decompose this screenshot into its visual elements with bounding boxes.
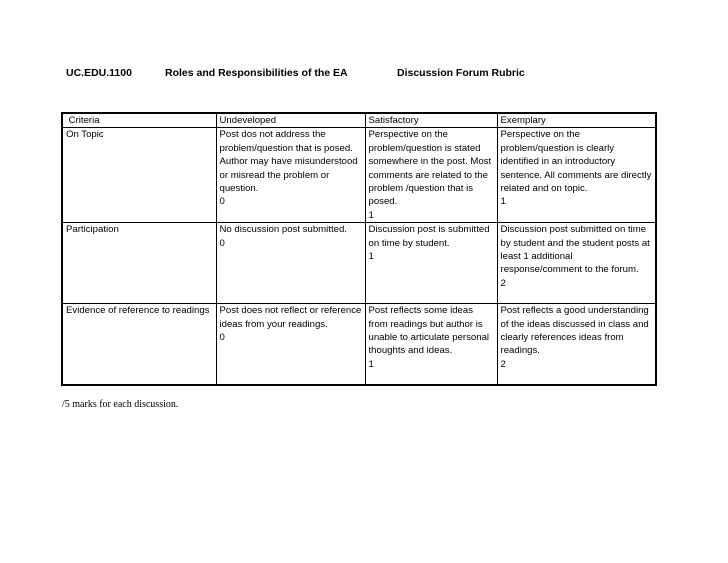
column-header-exemplary: Exemplary [497, 113, 656, 128]
column-header-undeveloped: Undeveloped [216, 113, 365, 128]
exemplary-cell [497, 304, 656, 385]
course-code: UC.EDU.1100 [66, 67, 132, 79]
course-title: Roles and Responsibilities of the EA [165, 67, 348, 79]
descriptor-text: Post reflects some ideas from readings but author is unable to articulate personal thoughts and ideas. [368, 305, 490, 357]
satisfactory-cell [365, 304, 497, 385]
score-value: 2 [500, 277, 506, 289]
exemplary-cell [497, 223, 656, 304]
column-header-criteria: Criteria [62, 113, 216, 128]
score-value: 0 [219, 237, 225, 249]
score-value: 1 [368, 251, 374, 263]
exemplary-cell [497, 128, 656, 223]
rubric-row-participation [62, 223, 656, 304]
descriptor-text: Discussion post submitted on time by student and the student posts at least 1 additional response/comment to the forum. [500, 224, 650, 276]
descriptor-text: Perspective on the problem/question is clearly identified in an introductory sentence. All comments are directly related and on topic. [500, 129, 652, 195]
column-header-satisfactory: Satisfactory [365, 113, 497, 128]
score-value: 2 [500, 358, 506, 370]
rubric-table [61, 112, 657, 386]
score-value: 0 [219, 332, 225, 344]
score-value: 0 [219, 196, 225, 208]
descriptor-text: Discussion post is submitted on time by student. [368, 224, 490, 249]
document-title: Discussion Forum Rubric [397, 67, 525, 79]
descriptor-text: Post dos not address the problem/question that is posed. Author may have misunderstood or misread the problem or question. [219, 129, 358, 195]
marks-footnote: /5 marks for each discussion. [62, 399, 179, 410]
descriptor-text: Post does not reflect or reference ideas from your readings. [219, 305, 362, 330]
satisfactory-cell [365, 128, 497, 223]
rubric-header-row [62, 113, 656, 128]
score-value: 1 [368, 209, 374, 221]
rubric-row-evidence [62, 304, 656, 385]
descriptor-text: Post reflects a good understanding of the ideas discussed in class and clearly references ideas from readings. [500, 305, 649, 357]
undeveloped-cell [216, 223, 365, 304]
criterion-cell: On Topic [62, 128, 216, 223]
satisfactory-cell [365, 223, 497, 304]
criterion-cell: Participation [62, 223, 216, 304]
descriptor-text: Perspective on the problem/question is stated somewhere in the post. Most comments are related to the problem /question that is posed. [368, 129, 492, 208]
rubric-row-on-topic [62, 128, 656, 223]
undeveloped-cell [216, 304, 365, 385]
descriptor-text: No discussion post submitted. [219, 224, 347, 236]
score-value: 1 [500, 196, 506, 208]
score-value: 1 [368, 358, 374, 370]
criterion-cell: Evidence of reference to readings [62, 304, 216, 385]
undeveloped-cell [216, 128, 365, 223]
